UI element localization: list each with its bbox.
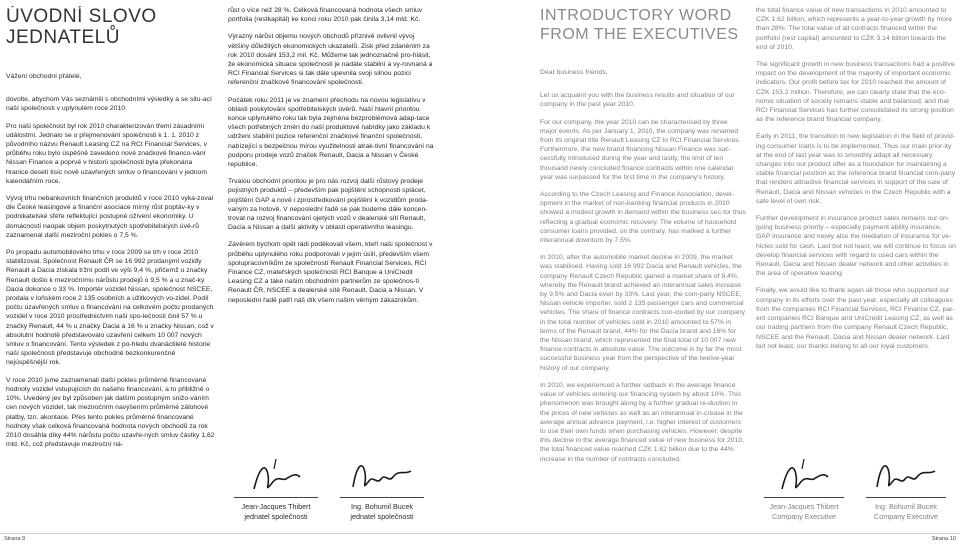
signer-name: Jean-Jacques Thibert [241,502,311,511]
paragraph: According to the Czech Leasing and Finance Association, devel-opment in the market of non-banking financial products in 2010 showed a modest growth in demand within the business sec-tor thus reflecting a gradual economic recovery. The volume of household consumer loans provided, on the contrary, has marked a further interannual downturn by 7.5%. [540,191,746,245]
right-page-column-1 [540,6,746,534]
paragraph: Po propadu automobilového trhu v roce 2009 se trh v roce 2010 stabilizoval. Společnost Renault ČR se 16 992 prodanými vozidly Renault a Dacia získala tržní podíl ve výši 9,4 %, přičemž u značky Renault došlo k meziročnímu nárůstu prodejů o 9,5 % a u znač-ky Dacia dokonce o 33 %. Importér vozidel Nissan, společnost NSCEE, prodala v loňském roce 2 135 osobních a užitkových vo-zidel. Podíl počtu uzavřených smluv o financování na celkovém počtu prodaných vozidel v roce 2010 prostřednictvím naší spo-lečnosti činil 57 % u značky Renault, 44 % u značky Dacia a 16 % u značky Nissan, což v absolutní hodnotě představovalo uzavření celkem 10 007 nových smluv o financování. Tento výsledek z po-hledu dvanáctileté historie naší společnosti představuje obchodně bezkonkurenčně nejúspěšnější rok. [6,249,214,367]
signer-name: Ing. Bohumil Bucek [875,502,937,511]
right-page-column-2 [756,6,956,446]
paragraph: Počátek roku 2011 je ve znamení přechodu na novou legislativu v oblasti poskytování spotřebitelských úvěrů. Naší hlavní prioritou konce uplynulého roku tak byla zejména bezproblémová adap-tace všech potřebných změn do naší produktové nabídky jako základu k udržení stabilní pozice referenční značkové finanční společnosti, nabízející s bezpečnou mírou využitelnosti atrak-tivní financování na podporu prodeje vozů značek Renault, Dacia a Nissan v České republice. [228,96,434,169]
paragraph: Pro naši společnost byl rok 2010 charakterizován třemi zásadními událostmi. Jednalo se o přejmenování společnosti k 1. 1. 2010 z původního názvu Renault Leasing CZ na RCI Financial Services, v průběhu roku bylo úspěšně zavedeno nové značkové financo-vání Nissan Finance a poprvé v historii společnosti byla překonána hranice deseti tisíc nově uzavřených smluv o financování v jednom kalendářním roce. [6,122,207,185]
paragraph: Let us acquaint you with the business results and situation of our company in the past year 2010. [540,92,735,109]
signature-image [858,455,954,497]
right-page-number: Strana 10 [931,536,956,542]
paragraph: Further development in insurance product sales remains our on-going business priority – especially payment ability insurance, GAP insurance and newly also the mediation of insurance for ve-hicles sold for cash. Last but not least, we will continue to focus on develop financial services with regard to used cars within the Renault, Dacia and Nissan dealer network and other activities in the area of operative leasing. [756,215,956,278]
paragraph: For our company, the year 2010 can be characterised by three major events. As per January 1, 2010, the company was renamed from its original title Renault Leasing CZ to RCI Financial Services. Furthermore, the new brand financing Nissan Finance was suc-cessfully introduced during the year and lastly, the limit of ten thousand newly concluded finance contracts within one calendar year was surpassed for the first time in the company's history. [540,118,741,181]
signer-role: jednatel společnosti [350,512,414,521]
left-page-number: Strana 9 [4,536,26,542]
signature-image [756,455,852,497]
paragraph: The significant growth in new business transactions had a positive impact on the development of the majority of important economic indicators. Our profit before tax for 2010 reached the amount of CZK 153.2 million. Therefore, we can clearly state that the eco-nomic situation of society remains stable and balanced, and that RCI Financial Services has further consolidated its strong position as the reference brand financial company. [756,61,955,124]
signer-name: Ing. Bohumil Bucek [351,502,413,511]
paragraph: růst o více než 28 %. Celková financovaná hodnota všech smluv portfolia (restkapitál) ke konci roku 2010 pak činila 3,14 mld. Kč. [228,7,423,24]
signature-line [866,497,946,498]
paragraph: In 2010, we experienced a further setback in the average finance value of vehicles entering our financing system by about 10%. This phenomenon was brought along by a further gradual re-duction in the prices of new vehicles as well as an interannual in-crease in the average annual advance payment, i.e. higher interest of customers to use their own funds when purchasing vehicles. However, despite this decline in the average financed value of new business for 2010, the total financed value reached CZK 1.62 billion due to the 44% increase in the number of contracts concluded, [540,381,745,463]
signer-role: Company Executive [772,512,836,521]
signature-block-bucek-cz [332,455,432,522]
salutation: Dear business friends, [540,69,608,76]
left-title-line-2: JEDNATELŮ [6,27,120,48]
paragraph: the total finance value of new transactions in 2010 amounted to CZK 1.62 billion, which represents a year-to-year growth by more than 28%. The total value of all contracts financed within the portfolio (rest capital) amounted to CZK 3.14 billion towards the end of 2010. [756,7,953,51]
signature-image [226,455,326,497]
paragraph: dovolte, abychom Vás seznámili s obchodními výsledky a se situ-ací naší společnosti v uplynulém roce 2010. [6,96,212,113]
left-title-line-1: ÚVODNÍ SLOVO [6,6,157,27]
signature-image [332,455,432,497]
right-title-line-2: FROM THE EXECUTIVES [540,26,739,43]
right-title-line-1: INTRODUCTORY WORD [540,7,732,24]
salutation: Vážení obchodní přátelé, [6,73,82,80]
signature-block-thibert-en [756,455,852,522]
signature-block-thibert-cz [226,455,326,522]
signature-line [234,497,318,498]
right-page-title [540,6,746,44]
left-page-column-2 [228,6,436,446]
left-page-column-1 [6,6,216,534]
paragraph: Finally, we would like to thank again all those who supported our company in its efforts over the past year, especially all colleagues from the companies RCI Financial Services, RCI Finance CZ, par-ent companies RCI Banque and UniCredit Leasing CZ, as well as our trading partners from the company Renault Czech Republic, NSCEE and the Renault, Dacia and Nissan dealer network. Last but not least, our thanks belong to all our loyal customers. [756,287,955,350]
signer-role: jednatel společnosti [244,512,308,521]
signature-block-bucek-en [858,455,954,522]
paragraph: Závěrem bychom opět rádi poděkovali všem, kteří naši společnost v průběhu uplynulého roku podporovali v jejím úsilí, především všem spolupracovníkům ze společností Renault Financial Services, RCI Finance CZ, mateřských společností RCI Banque a UniCredit Leasing CZ a také našim obchodním partnerům ze společnos-tí Renault ČR, NSCEE a dealerské sítě Renault, Dacia a Nissan. V neposlední řadě patří náš dík všem našim věrným zákazníkům. [228,241,433,304]
paragraph: In 2010, after the automobile market decline in 2009, the market was stabilised. Having sold 16 992 Dacia and Renault vehicles, the company Renault Czech Republic gained a market share of 9.4%, whereby the Renault brand achieved an interannual sales increase by 9.5% and Dacia even by 33%. Last year, the com-pany NSCEE, Nissan vehicle importer, sold 2 135 passenger cars and commercial vehicles. The share of finance contracts con-cluded by our company in the total number of vehicles sold in 2010 amounted to 57% in terms of the Renault brand, 44% for the Dacia brand and 16% for the Nissan brand, which represented the final total of 10 007 new finance contracts in absolute value. The outcome is by far the most successful business year from the perspective of the twelve-year history of our company. [540,254,746,372]
paragraph: Výrazný nárůst objemu nových obchodů příznivě ovlivnil vývoj většiny důležitých ekonomických ukazatelů. Zisk před zdaněním za rok 2010 dosáhl 153,2 mil. Kč. Můžeme tak jednoznačně pro-hlásit, že ekonomická situace společnosti je nadále stabilní a vy-rovnaná a RCI Financial Services si tak dále upevnila svoji silnou pozici referenční značkové financování společnosti. [228,33,433,87]
paragraph: Early in 2011, the transition to new legislation in the field of provid-ing consumer loans is to be implemented. Thus our main prior-ity at the end of last year was to smoothly adapt all necessary changes into our product offer as a foundation for maintaining a stable financial position as the reference brand financial com-pany that renders attractive financial services in support of the sale of Renault, Dacia and Nissan vehicles in the Czech Republic with a safe level of own risk. [756,133,956,205]
paragraph: Trvalou obchodní prioritou je pro nás rozvoj další růstový prodeje pojistných produktů – především pak pojištění schopnosti splácet, pojištění GAP a nově i zprostředkování pojištění k vozidlům proda-vaným za hotově. V neposlední řadě se pak budeme dále koncen-trovat na rozvoj financování ojetých vozů v dealerské síti Renault, Dacia a Nissan a další aktivity v oblasti operativního leasingu. [228,178,429,232]
signature-line [764,497,844,498]
paragraph: Vývoj trhu nebankovních finančních produktů v roce 2010 vyka-zoval dle České leasingové a finanční asociace mírný růst poptáv-ky v podnikatelské sféře reflektující postupné ožívení ekonomiky. U domácností naopak objem poskytnutých spotřebitelských úvě-rů zaznamenal další meziroční pokles o 7,5 %. [6,195,214,239]
signature-line [340,497,424,498]
paragraph: V roce 2010 jsme zaznamenali další pokles průměrné financované hodnoty vozidel vstupujících do našeho financování, a to přibližně o 10%. Uvedený jev byl způsoben jak dalším postupným snižo-váním cen nových vozidel, tak meziročním navýšením průměrné zálohové platby, tzn. akontace. Přes tento pokles průměrné financované hodnoty však celková financovaná hodnota nových obchodů za rok 2010 dosáhla díky 44% nárůstu počtu uzavře-ných smluv částky 1,62 mld. Kč, což představuje meziroční ná- [6,376,215,449]
left-page-title [6,6,216,48]
signer-name: Jean-Jacques Thibert [769,502,839,511]
footer-divider [0,533,960,534]
signer-role: Company Executive [874,512,938,521]
